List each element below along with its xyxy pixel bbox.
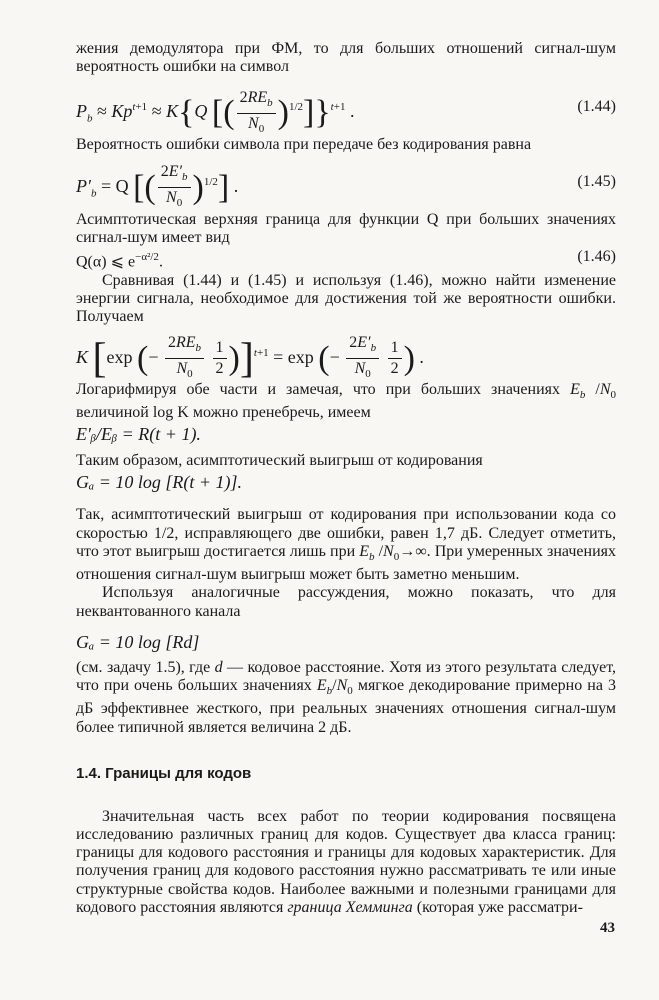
equation-number: (1.44) [577,98,616,116]
paragraph-6: Таким образом, асимптотический выигрыш от кодирования [76,452,483,470]
p7-text-a: Так, асимптотический выигрыш от кодирования при использовании кода со скоростью 1/2, исправляющего две ошибки, равен 1,7 дБ. Следует отметить, что этот выигрыш достигается лишь при [76,506,616,560]
equation-number: (1.45) [577,172,616,190]
equation-1-45: $P'_b = Q$ [( $\frac{2E'_b}{N_0}$ )$^{1/2}$] . (1.45) [76,159,616,205]
p10-text-c: (которая уже рассматри- [416,898,583,916]
eq-146-text: Q(α) ⩽ e [76,253,136,271]
paragraph-3: Асимптотическая верхняя граница для функции Q при больших значениях сигнал-шум имеет вид [76,210,616,246]
p10-text-a: Значительная часть всех работ по теории кодирования посвящена исследованию различных границ для кодов. Существует два класса границ: границы для кодового расстояния и границы для кодовых характеристик. Для получения границ для кодового расстояния нужно рассматривать те или иные структурные свойства кодов. Наиболее важными и полезными границами для кодового расстояния являются [76,807,616,916]
paragraph-4: Сравнивая (1.44) и (1.45) и используя (1.46), можно найти изменение энергии сигнала, необходимое для достижения той же вероятности ошибки. Получаем [76,272,616,326]
equation-1-44: $P_b \approx Kp^{t+1} \approx K\{Q$ [( $\frac{2RE_b}{N_0}$ )$^{1/2}$]}$^{t+1}$ . (1.44) [76,84,616,130]
paragraph-5: Логарифмируя обе части и замечая, что при больших значениях $E_b$ $/N_0$ величиной log K можно пренебречь, имеем [76,380,617,422]
eq-gain-1-text: Gₐ = 10 log [R(t + 1)]. [76,472,243,493]
p5-text-b: величиной log K можно пренебречь, имеем [76,404,371,422]
eq-energy-text: E′ᵦ/Eᵦ = R(t + 1). [76,424,201,445]
p9-text-c: мягкое декодирование примерно на 3 дБ эффективнее жесткого, при реальных значениях отношения сигнал-шум более типичной является величина 2 дБ. [76,677,616,736]
equation-gain-2 [76,627,616,657]
equation-1-46 [76,247,616,271]
paragraph-1: жения демодулятора при ФМ, то для больших отношений сигнал-шум вероятность ошибки на символ [76,40,616,76]
eq-146-exponent: −α²/2 [135,251,159,264]
paragraph-8: Используя аналогичные рассуждения, можно показать, что для неквантованного канала [76,584,616,620]
page-body [76,40,616,917]
eq-146-tail: . [158,253,163,271]
p10-text-b: граница Хемминга [287,898,413,916]
equation-exp: K [exp (− $\frac{2RE_b}{N_0}$ $\frac{1}{2}$ )]$^{t+1}$ = exp (− $\frac{2E'_b}{N_0}$ $\frac{1}{2}$ ) . [76,333,424,382]
p9-text-a: (см. задачу 1.5), где [76,658,211,676]
p9-text-b: — кодовое расстояние. Хотя из этого результата следует, что при очень больших значениях [76,658,617,695]
paragraph-10 [76,808,616,917]
equation-energy-ratio [76,422,616,446]
section-heading: 1.4. Границы для кодов [76,764,252,782]
eq-gain-2-text: Gₐ = 10 log [Rd] [76,631,200,652]
paragraph-7: Так, асимптотический выигрыш от кодирования при использовании кода со скоростью 1/2, исправляющего две ошибки, равен 1,7 дБ. Следует отметить, что этот выигрыш достигается лишь при $E_b$ $/N_0\to\infty$. При умеренных значениях отношения сигнал-шум выигрыш может быть заметно меньшим. [76,506,616,584]
p7-text-b: При умеренных значениях отношения сигнал-шум выигрыш может быть заметно меньшим. [76,542,616,584]
paragraph-9: (см. задачу 1.5), где d — кодовое расстояние. Хотя из этого результата следует, что при очень больших значениях $E_b/N_0$ мягкое декодирование примерно на 3 дБ эффективнее жесткого, при реальных значениях отношения сигнал-шум более типичной является величина 2 дБ. [76,658,617,736]
page-number: 43 [600,920,615,936]
equation-number: (1.46) [577,248,616,266]
paragraph-2: Вероятность ошибки символа при передаче без кодирования равна [76,136,532,154]
equation-gain-1 [76,470,616,494]
p5-text-a: Логарифмируя обе части и замечая, что при больших значениях [76,380,561,398]
